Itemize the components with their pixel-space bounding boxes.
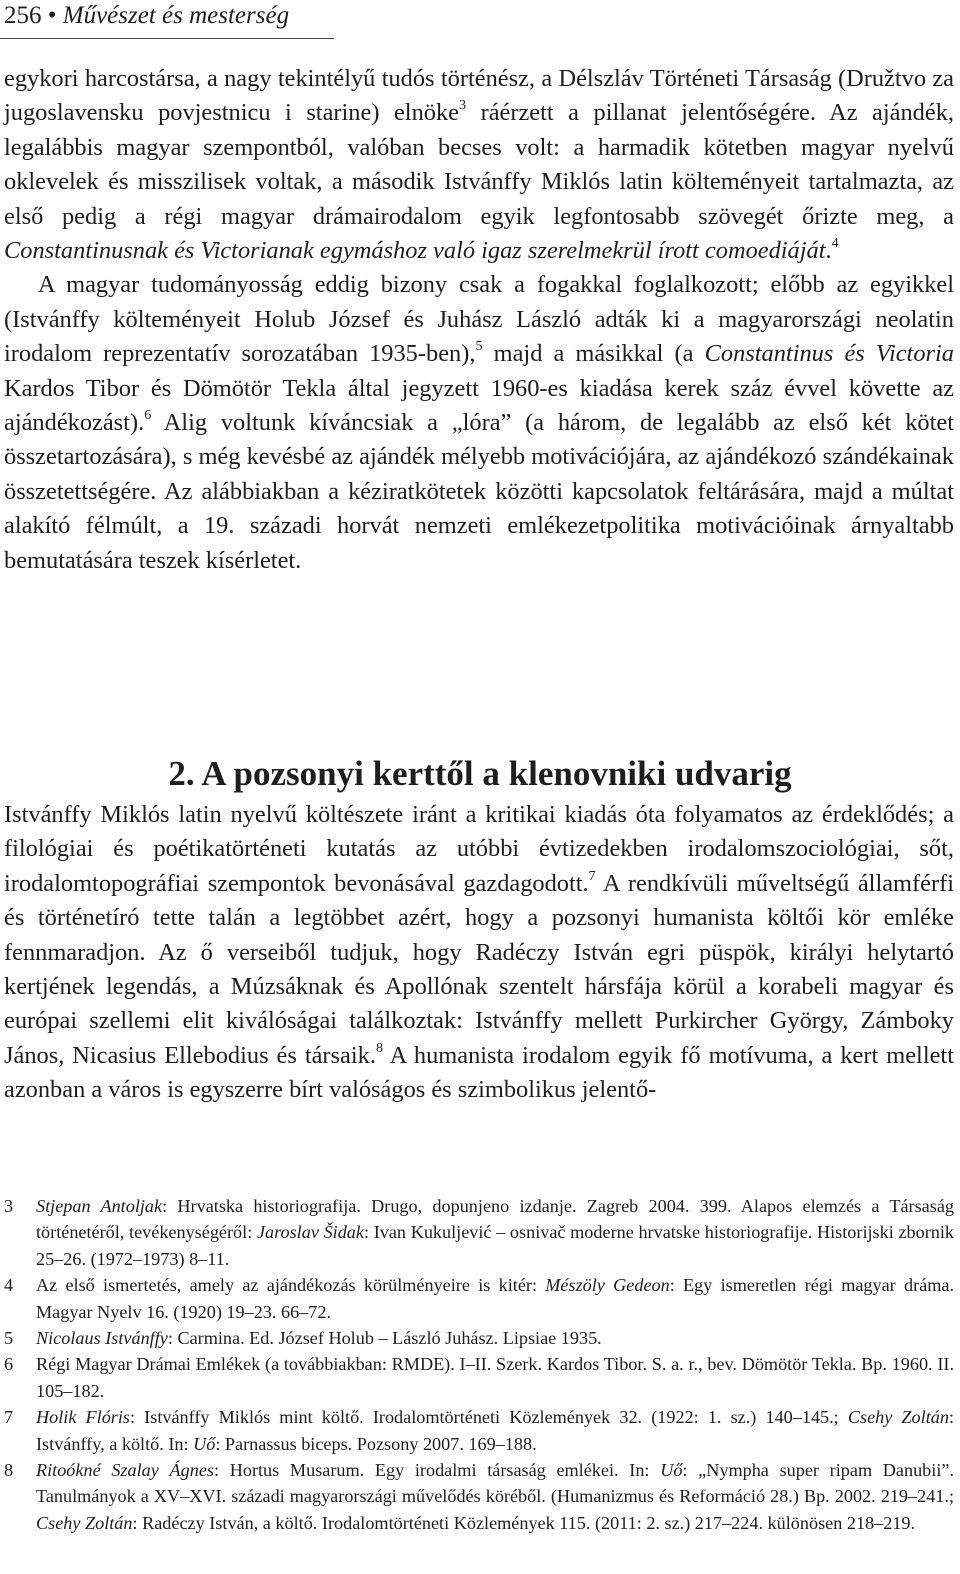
work-title-italic: Constantinusnak és Victorianak egymáshoz való igaz szerelmekrül írott comoediáját [4,237,826,265]
footnote-number: 7 [4,1407,14,1428]
footnote-number: 5 [4,1328,14,1349]
text-run: ráérzett a pillanat jelentőségére. Az ajándék, legalábbis magyar szempontból, valóban becses volt: a harmadik kötetben magyar nyelvű oklevelek és misszilisek voltak, a második Istvánffy Miklós latin költeményeit tartalmazta, az első pedig a régi magyar drámairodalom egyik legfontosabb szövegét őrizte meg, a [4,99,954,230]
text-run: : Parnassus biceps. Pozsony 2007. 169–188. [215,1433,537,1454]
text-run: : Egy ismeretlen régi magyar dráma. Magyar Nyelv 16. (1920) 19–23. 66–72. [36,1275,954,1322]
running-title: Művészet és mesterség [62,2,290,29]
text-run: : Istvánffy Miklós mint költő. Irodalomtörténeti Közlemények 32. (1922: 1. sz.) 140–145.; [130,1407,848,1428]
author-name: Stjepan Antoljak [36,1196,163,1216]
footnote-ref-4: 4 [831,234,839,251]
footnote-ref-3: 3 [458,97,467,114]
text-run: A rendkívüli műveltségű államférfi és történetíró tette talán a legtöbbet azért, hogy a pozsonyi humanista költői kör emléke fennmaradjon. Az ő verseiből tudjuk, hogy Radéczy István egri püspök, királyi helytartó kertjének legendás, a Múzsáknak és Apollónak szentelt hársfája körül a korabeli magyar és európai szellemi elit kiválóságai találkoztak: Istvánffy mellett Purkircher György, Zámboky János, Nicasius Ellebodius és társaik. [4,869,954,1069]
text-run: majd a másikkal (a [482,340,705,368]
paragraph-3 [4,798,954,1108]
text-run: A humanista irodalom egyik fő motívuma, a kert mellett azonban a város is egyszerre bírt valóságos és szimbolikus jelentő- [4,1041,954,1104]
text-run: egykori harcostársa, a nagy tekintélyű tudós történész, a Délszláv Történeti Társaság (Družtvo za jugoslavensku povjestnicu i starine) elnöke [4,65,954,127]
author-name: Csehy Zoltán [36,1512,133,1533]
text-run: . [825,237,832,265]
text-run: : „Nympha super ripam Danubii”. Tanulmányok a XV–XVI. századi magyarországi művelődés köréből. (Humanizmus és Reformáció 28.) Bp. 2002. 219–241.; [36,1460,954,1507]
footnote-4 [4,1272,954,1325]
footnotes [4,1193,954,1536]
footnote-3 [4,1193,954,1272]
text-run: Az első ismertetés, amely az ajándékozás körülményeire is kitér: [36,1275,546,1296]
text-run: Istvánffy Miklós latin nyelvű költészete iránt a kritikai kiadás óta folyamatos az érdeklődés; a filológiai és poétikatörténeti kutatás az utóbbi évtizedekben irodalomszociológiai, sőt, irodalomtopográfiai szempontok bevonásával gazdagodott. [4,801,954,897]
text-run: Kardos Tibor és Dömötör Tekla által jegyzett 1960-es kiadása kerek száz évvel követte az ajándékozást). [4,374,954,437]
footnote-number: 4 [4,1275,14,1296]
text-run: A magyar tudományosság eddig bizony csak a fogakkal foglalkozott; előbb az egyikkel (Istvánffy költeményeit Holub József és Juhász László adták ki a magyarországi neolatin irodalom reprezentatív sorozatában 1935-ben), [4,271,954,368]
body-text-top [4,62,954,578]
text-run: : Carmina. Ed. József Holub – László Juhász. Lipsiae 1935. [167,1328,602,1349]
footnote-7 [4,1404,954,1457]
footnote-ref-8: 8 [375,1039,384,1056]
footnote-number: 3 [4,1196,14,1216]
text-run: Alig voltunk kíváncsiak a „lóra” (a három, de legalább az első két kötet összetartozására), s még kevésbé az ajándék mélyebb motivációjára, az ajándékozó szándékainak összetettségére. Az alábbiakban a kéziratkötetek közötti kapcsolatok feltárására, majd a múltat alakító félmúlt, a 19. századi horvát nemzeti emlékezetpolitika motivációinak árnyaltabb bemutatására teszek kísérletet. [4,409,954,574]
footnote-number: 6 [4,1354,14,1375]
footnote-8 [4,1457,954,1536]
text-run: : Hrvatska historiografija. Drugo, dopunjeno izdanje. Zagreb 2004. 399. Alapos elemzés a Társaság történetéről, tevékenységéről: [36,1196,954,1243]
text-run: : Istvánffy, a költő. In: [36,1407,954,1454]
footnote-ref-5: 5 [475,338,483,355]
author-name: Uő [660,1460,683,1481]
text-run: : Ivan Kukuljević – osnivač moderne hrvatske historiografije. Historijski zbornik 25–26. (1972–1973) 8–11. [36,1222,955,1269]
paragraph-2 [4,268,954,578]
footnote-5 [4,1325,954,1351]
footnote-6 [4,1351,954,1404]
author-name: Mészöly Gedeon [545,1275,670,1296]
section-heading: 2. A pozsonyi kerttől a klenovniki udvarig [168,754,792,794]
footnote-ref-7: 7 [588,867,596,884]
author-name: Ritoókné Szalay Ágnes [36,1460,214,1481]
work-title-italic: Constantinus és Victoria [704,340,954,368]
author-name: Csehy Zoltán [847,1407,949,1428]
author-name: Jaroslav Šidak [256,1222,364,1243]
footnote-number: 8 [4,1460,14,1481]
footnote-ref-6: 6 [144,406,152,423]
text-run: : Radéczy István, a költő. Irodalomtörténeti Közlemények 115. (2011: 2. sz.) 217–224. különösen 218–219. [132,1512,916,1533]
bullet-separator: • [47,2,57,29]
author-name: Uő [193,1433,216,1454]
author-name: Nicolaus Istvánffy [36,1328,168,1349]
text-run: : Hortus Musarum. Egy irodalmi társaság emlékei. In: [213,1460,661,1481]
paragraph-1 [4,62,954,268]
page-number: 256 [4,2,42,29]
body-text-section-2 [4,798,954,1108]
text-run: Régi Magyar Drámai Emlékek (a továbbiakban: RMDE). I–II. Szerk. Kardos Tibor. S. a. r., bev. Dömötör Tekla. Bp. 1960. II. 105–182. [36,1354,954,1401]
author-name: Holik Flóris [36,1407,130,1428]
header-rule [0,38,334,39]
running-head [4,0,289,32]
